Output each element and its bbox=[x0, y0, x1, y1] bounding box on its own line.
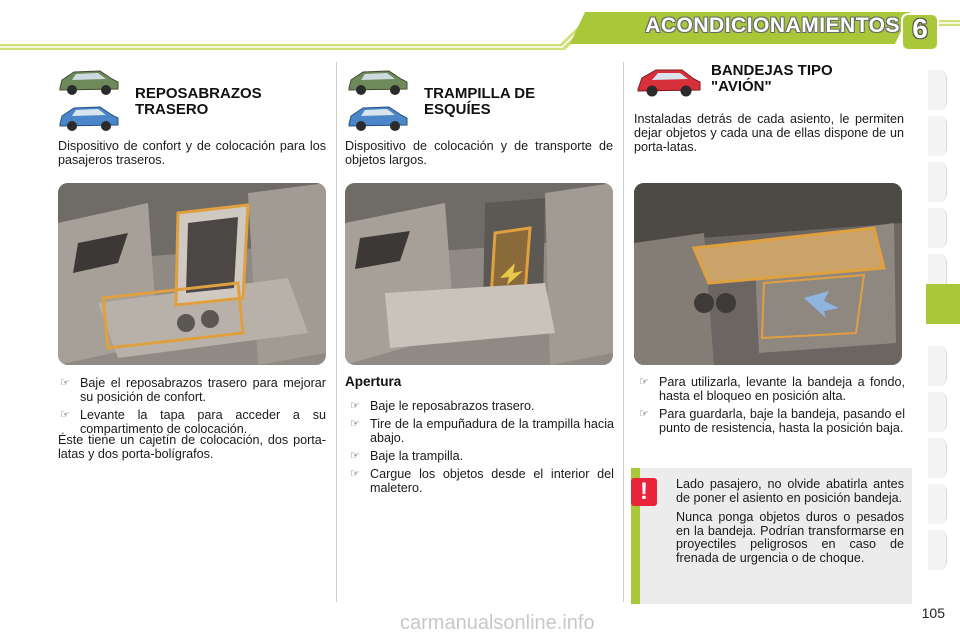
watermark: carmanualsonline.info bbox=[400, 612, 595, 634]
chapter-tab[interactable] bbox=[928, 484, 947, 524]
column-divider bbox=[336, 62, 337, 602]
green-car-icon bbox=[345, 64, 411, 98]
hand-pointer-icon: ☞ bbox=[639, 376, 649, 388]
section-note: Éste tiene un cajetín de colocación, dos porta-latas y dos porta-bolígrafos. bbox=[58, 433, 326, 461]
step-list bbox=[637, 375, 905, 439]
step-list bbox=[58, 376, 326, 440]
step-list bbox=[348, 399, 614, 499]
section-title-line: TRASERO bbox=[135, 101, 209, 118]
blue-car-icon bbox=[345, 100, 411, 134]
chapter-tab[interactable] bbox=[928, 392, 947, 432]
section-title-line: REPOSABRAZOS bbox=[135, 85, 262, 102]
armrest-photo bbox=[58, 183, 326, 365]
list-item: ☞ Baje la trampilla. bbox=[350, 449, 464, 463]
hand-pointer-icon: ☞ bbox=[350, 450, 360, 462]
section-intro: Dispositivo de confort y de colocación para los pasajeros traseros. bbox=[58, 139, 326, 167]
list-item: ☞ Para guardarla, baje la bandeja, pasando el punto de resistencia, hasta la posición baja. bbox=[639, 407, 905, 435]
hand-pointer-icon: ☞ bbox=[350, 418, 360, 430]
section-intro: Dispositivo de colocación y de transporte de objetos largos. bbox=[345, 139, 613, 167]
section-title-trampilla bbox=[424, 86, 535, 118]
list-item: ☞ Baje el reposabrazos trasero para mejorar su posición de confort. bbox=[60, 376, 326, 404]
column-divider bbox=[623, 62, 624, 602]
section-title-line: TRAMPILLA DE bbox=[424, 85, 536, 102]
chapter-tab[interactable] bbox=[928, 162, 947, 202]
green-car-icon bbox=[56, 64, 122, 98]
warning-box bbox=[631, 468, 912, 604]
section-title-line: ESQUÍES bbox=[424, 101, 491, 118]
chapter-tab[interactable] bbox=[928, 208, 947, 248]
hand-pointer-icon: ☞ bbox=[60, 377, 70, 389]
section-title-bandejas bbox=[711, 63, 833, 95]
chapter-tab[interactable] bbox=[928, 346, 947, 386]
blue-car-icon bbox=[56, 100, 122, 134]
tray-table-photo bbox=[634, 183, 902, 365]
warning-text: Nunca ponga objetos duros o pesados en la bandeja. Podrían transformarse en proyectiles peligrosos en caso de frenada de urgencia o de choque. bbox=[676, 510, 904, 565]
chapter-tab[interactable] bbox=[928, 70, 947, 110]
section-intro: Instaladas detrás de cada asiento, le permiten dejar objetos y cada una de ellas dispone de un porta-latas. bbox=[634, 112, 904, 154]
section-title-line: "AVIÓN" bbox=[711, 78, 772, 95]
list-item: ☞ Tire de la empuñadura de la trampilla hacia abajo. bbox=[350, 417, 614, 445]
hand-pointer-icon: ☞ bbox=[60, 409, 70, 421]
hand-pointer-icon: ☞ bbox=[350, 468, 360, 480]
list-item: ☞ Levante la tapa para acceder a su compartimento de colocación. bbox=[60, 408, 326, 436]
chapter-tab[interactable] bbox=[928, 530, 947, 570]
page-number: 105 bbox=[921, 605, 945, 621]
page-title: ACONDICIONAMIENTOS bbox=[645, 14, 900, 37]
chapter-tab[interactable] bbox=[928, 438, 947, 478]
hand-pointer-icon: ☞ bbox=[639, 408, 649, 420]
subsection-title: Apertura bbox=[345, 374, 402, 389]
warning-icon: ! bbox=[631, 478, 657, 506]
chapter-tab[interactable] bbox=[928, 116, 947, 156]
list-item: ☞ Para utilizarla, levante la bandeja a fondo, hasta el bloqueo en posición alta. bbox=[639, 375, 905, 403]
chapter-tab-active[interactable] bbox=[926, 284, 960, 324]
section-title-reposabrazos bbox=[135, 86, 262, 118]
hand-pointer-icon: ☞ bbox=[350, 400, 360, 412]
list-item: ☞ Cargue los objetos desde el interior del maletero. bbox=[350, 467, 614, 495]
section-title-line: BANDEJAS TIPO bbox=[711, 62, 833, 79]
warning-text: Lado pasajero, no olvide abatirla antes de poner el asiento en posición bandeja. bbox=[676, 477, 904, 505]
list-item: ☞ Baje le reposabrazos trasero. bbox=[350, 399, 535, 413]
ski-hatch-photo bbox=[345, 183, 613, 365]
chapter-number: 6 bbox=[912, 13, 928, 44]
red-car-icon bbox=[634, 64, 704, 100]
